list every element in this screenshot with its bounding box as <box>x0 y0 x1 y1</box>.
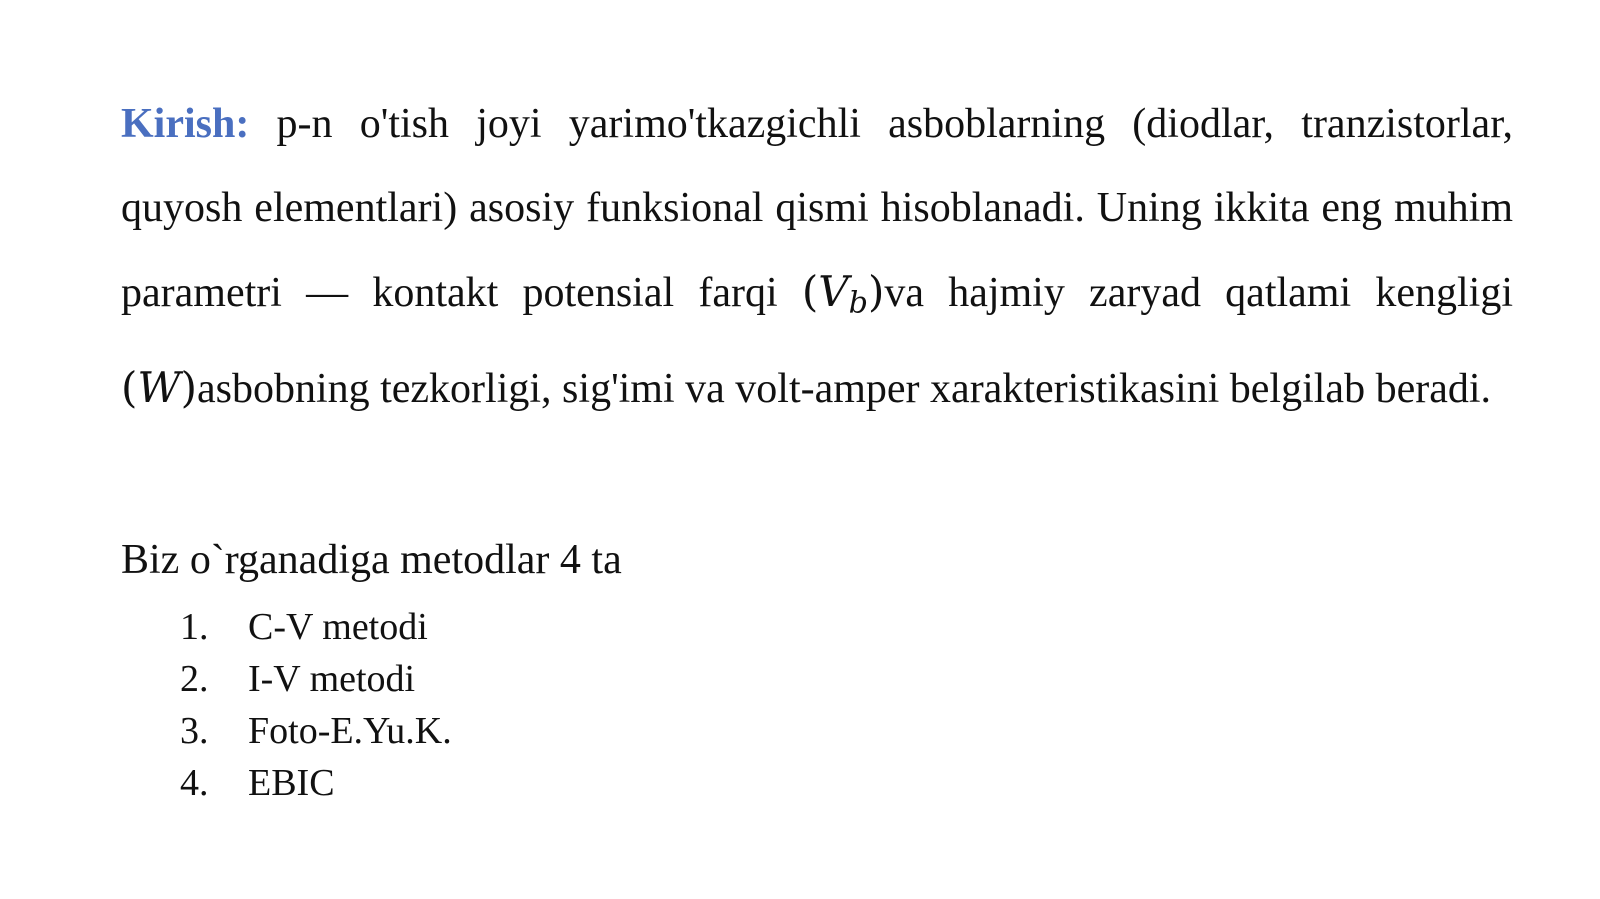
list-item-label: EBIC <box>248 762 335 804</box>
intro-heading: Kirish: <box>121 101 250 147</box>
w-variable: W <box>137 362 181 412</box>
methods-intro: Biz o`rganadiga metodlar 4 ta <box>121 537 622 583</box>
list-item-number: 3. <box>180 710 209 752</box>
intro-paragraph <box>121 82 1513 431</box>
vb-formula <box>801 267 885 321</box>
vb-close-paren: ) <box>867 267 885 316</box>
list-item <box>180 653 452 705</box>
list-item <box>180 601 452 653</box>
list-item-label: Foto-E.Yu.K. <box>248 710 452 752</box>
w-formula <box>121 363 197 412</box>
vb-variable: V <box>818 267 849 316</box>
list-item-number: 1. <box>180 606 209 648</box>
list-item <box>180 705 452 757</box>
list-item-number: 4. <box>180 762 209 804</box>
list-item-number: 2. <box>180 658 209 700</box>
list-item <box>180 757 452 809</box>
intro-text-part-1: p-n o'tish joyi yarimo'tkazgichli asboblarning (diodlar, tranzistorlar, quyosh elementlari) asosiy funksional qismi hisoblanadi. Uning ikkita eng muhim parametri — kontakt potensial farqi <box>121 101 1513 316</box>
methods-list <box>180 601 452 809</box>
list-item-label: I-V metodi <box>248 658 416 700</box>
w-close-paren: ) <box>180 362 197 412</box>
vb-subscript: b <box>848 285 868 321</box>
intro-text-part-2: va hajmiy zaryad qatlami kengligi <box>884 270 1513 316</box>
vb-open-paren: ( <box>801 267 819 316</box>
list-item-label: C-V metodi <box>248 606 428 648</box>
w-open-paren: ( <box>121 362 138 412</box>
intro-text-part-3: asbobning tezkorligi, sig'imi va volt-amper xarakteristikasini belgilab beradi. <box>196 365 1492 412</box>
